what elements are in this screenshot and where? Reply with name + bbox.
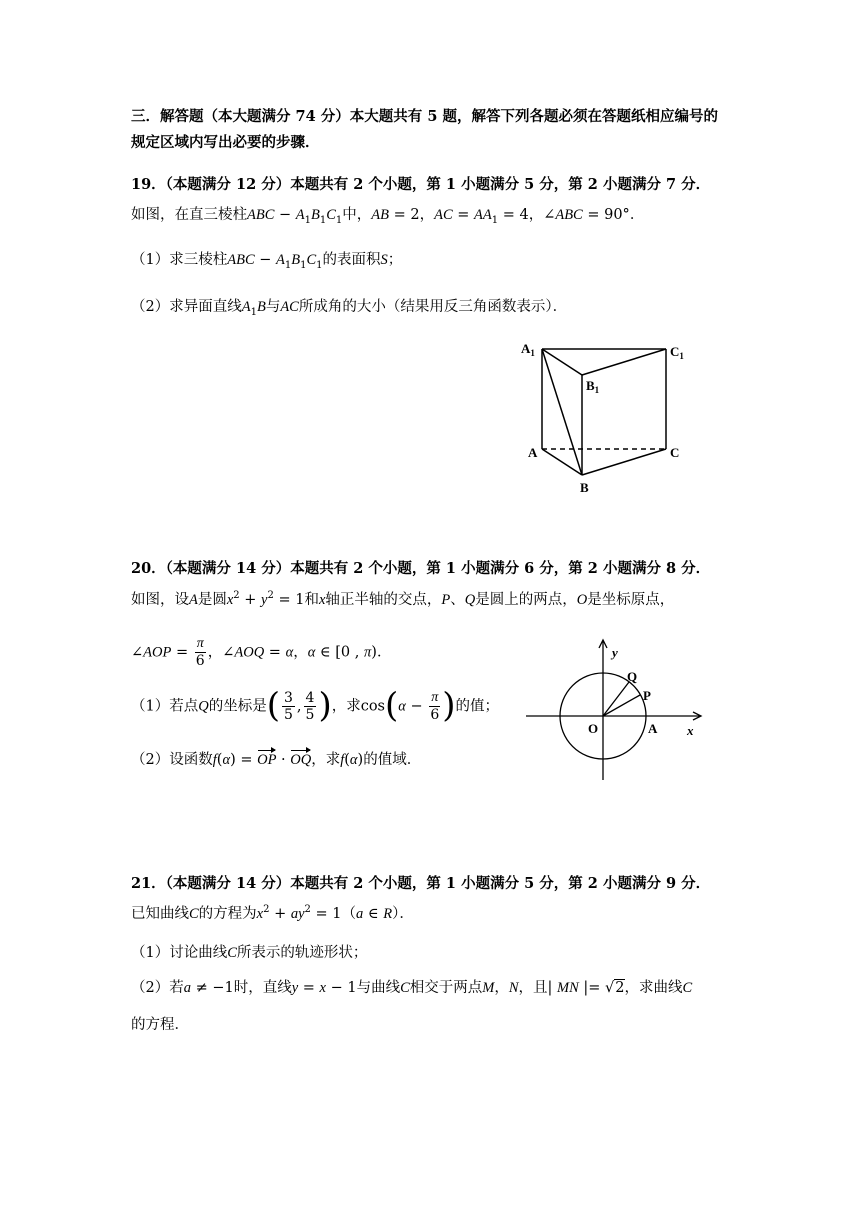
q19-part2: （2）求异面直线$A_1B$与AC所成角的大小（结果用反三角函数表示）．	[131, 299, 568, 318]
q19-part1: （1）求三棱柱ABC − $A_1B_1C_1$的表面积S；	[131, 252, 403, 271]
section-heading-line1: 三．解答题（本大题满分 74 分）本大题共有 5 题，解答下列各题必须在答题纸相应编号的	[131, 108, 718, 125]
edge-b-c	[582, 449, 666, 475]
unit-circle-figure	[520, 635, 720, 785]
label-c: C	[670, 445, 680, 460]
edge-a1-b1	[542, 349, 582, 375]
label-y: y	[612, 645, 618, 660]
q21-header: 21．（本题满分 14 分）本题共有 2 个小题，第 1 小题满分 5 分，第 2 小题满分 9 分．	[131, 875, 711, 892]
label-c1: $C_1$	[670, 344, 684, 361]
edge-a1-b	[542, 349, 582, 475]
label-a: A	[528, 445, 538, 460]
label-p: P	[643, 688, 651, 703]
label-o: O	[588, 721, 599, 736]
prism-figure	[515, 335, 695, 500]
q20-statement-line2: ∠AOP = $\frac{\pi}{6}$ ，∠AOQ = α，α ∈ [0 , π)．	[131, 636, 392, 669]
edge-a-b	[542, 449, 582, 475]
section-heading-line2: 规定区域内写出必要的步骤．	[131, 134, 320, 151]
q20-part2: （2）设函数f(α) = OP · OQ，求f(α)的值域．	[131, 752, 422, 768]
label-a: A	[648, 721, 658, 736]
q21-part1: （1）讨论曲线C所表示的轨迹形状；	[131, 945, 368, 961]
q19-header: 19．（本题满分 12 分）本题共有 2 个小题，第 1 小题满分 5 分，第 2 小题满分 7 分．	[131, 176, 711, 193]
edge-b1-c1	[582, 349, 666, 375]
q20-statement-line1: 如图，设A是圆$x^2 + y^2 = 1$和x轴正半轴的交点，P、Q是圆上的两点，O是坐标原点，	[131, 590, 675, 608]
label-x: x	[687, 723, 694, 738]
q21-part2-line2: 的方程．	[131, 1017, 189, 1033]
q19-statement: 如图，在直三棱柱ABC − $A_1B_1C_1$中，AB = 2，AC = $AA_1 = 4$，∠ABC = 90°．	[131, 207, 645, 226]
q20-part1: （1）若点Q的坐标是( $\frac{3}{5}$ , $\frac{4}{5}$ )，求cos(α − $\frac{\pi}{6}$ )的值；	[131, 685, 500, 726]
ray-op	[603, 695, 640, 716]
label-b: B	[580, 480, 589, 495]
label-q: Q	[627, 669, 638, 684]
q21-statement: 已知曲线C的方程为$x^2 + ay^2 = 1(a$ ∈ R）．	[131, 904, 414, 922]
label-b1: $B_1$	[586, 378, 600, 395]
q21-part2-line1: （2）若a ≠ −1时，直线y = x − 1与曲线C相交于两点M，N，且| MN |= √2，求曲线C	[131, 980, 693, 996]
label-a1: $A_1$	[521, 341, 535, 358]
q20-header: 20．（本题满分 14 分）本题共有 2 个小题，第 1 小题满分 6 分，第 2 小题满分 8 分．	[131, 560, 711, 577]
ray-oq	[603, 682, 629, 716]
